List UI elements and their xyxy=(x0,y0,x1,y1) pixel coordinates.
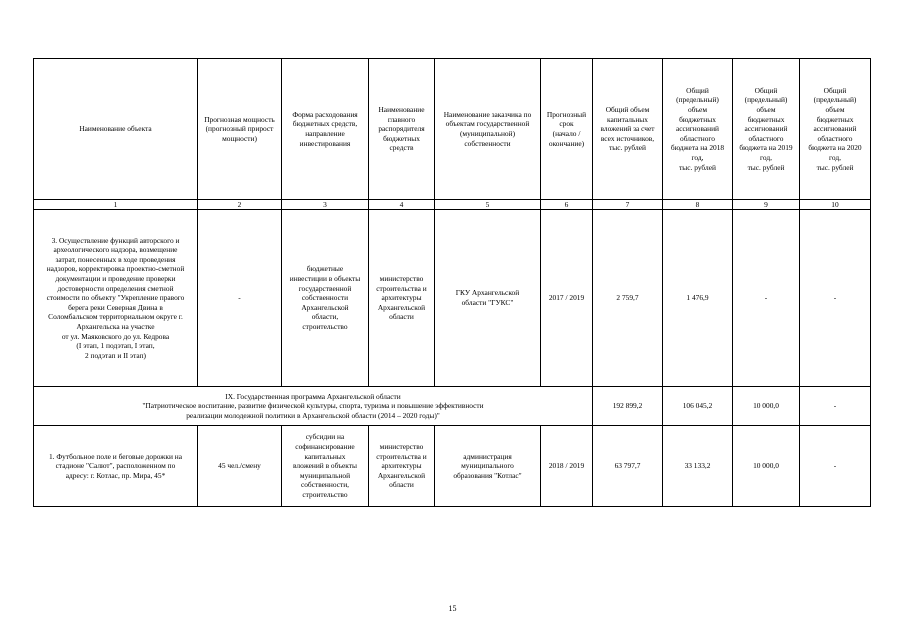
header-term: Прогнозный срок (начало / окончание) xyxy=(541,59,593,200)
column-number: 2 xyxy=(198,200,282,210)
budget-2019-cell: - xyxy=(733,210,800,387)
customer-cell: ГКУ Архангельской области "ГУКС" xyxy=(435,210,541,387)
column-number: 6 xyxy=(541,200,593,210)
program-2020-cell: - xyxy=(800,387,871,426)
column-number: 1 xyxy=(34,200,198,210)
budget-manager-cell: министерство строительства и архитектуры Архангельской области xyxy=(369,426,435,507)
total-investment-cell: 2 759,7 xyxy=(593,210,663,387)
customer-cell: администрация муниципального образования "Котлас" xyxy=(435,426,541,507)
object-name-cell: 3. Осуществление функций авторского и археологического надзора, возмещение затрат, понесенных в ходе проведения надзоров, корректировка проектно-сметной документации и проведение проверки достоверности определения сметной стоимости по объекту "Укрепление правого берега реки Северная Двина в Соломбальском территориальном округе г. Архангельска на участке от ул. Маяковского до ул. Кедрова (I этап, 1 подэтап, I этап, 2 подэтап и II этап) xyxy=(34,210,198,387)
budget-table xyxy=(33,58,871,507)
column-number-row xyxy=(34,200,871,210)
header-budget-manager: Наименование главного распорядителя бюджетных средств xyxy=(369,59,435,200)
header-budget-2018: Общий (предельный) объем бюджетных ассигнований областного бюджета на 2018 год, тыс. рублей xyxy=(663,59,733,200)
column-number: 8 xyxy=(663,200,733,210)
budget-2018-cell: 1 476,9 xyxy=(663,210,733,387)
program-title-cell: IX. Государственная программа Архангельской области "Патриотическое воспитание, развитие физической культуры, спорта, туризма и повышение эффективности реализации молодежной политики в Архангельской области (2014 – 2020 годы)" xyxy=(34,387,593,426)
budget-2019-cell: 10 000,0 xyxy=(733,426,800,507)
column-number: 3 xyxy=(282,200,369,210)
term-cell: 2018 / 2019 xyxy=(541,426,593,507)
budget-2020-cell: - xyxy=(800,426,871,507)
table-row xyxy=(34,210,871,387)
column-number: 10 xyxy=(800,200,871,210)
column-number: 9 xyxy=(733,200,800,210)
program-2018-cell: 106 045,2 xyxy=(663,387,733,426)
header-total-investment: Общий объем капитальных вложений за счет всех источников, тыс. рублей xyxy=(593,59,663,200)
header-spending-form: Форма расходования бюджетных средств, направление инвестирования xyxy=(282,59,369,200)
program-total-cell: 192 899,2 xyxy=(593,387,663,426)
spending-form-cell: бюджетные инвестиции в объекты государственной собственности Архангельской области, строительство xyxy=(282,210,369,387)
header-object-name: Наименование объекта xyxy=(34,59,198,200)
header-budget-2020: Общий (предельный) объем бюджетных ассигнований областного бюджета на 2020 год, тыс. рублей xyxy=(800,59,871,200)
budget-2020-cell: - xyxy=(800,210,871,387)
header-capacity: Прогнозная мощность (прогнозный прирост мощности) xyxy=(198,59,282,200)
capacity-cell: 45 чел./смену xyxy=(198,426,282,507)
budget-manager-cell: министерство строительства и архитектуры Архангельской области xyxy=(369,210,435,387)
header-row xyxy=(34,59,871,200)
program-row xyxy=(34,387,871,426)
page-number: 15 xyxy=(448,604,457,613)
program-2019-cell: 10 000,0 xyxy=(733,387,800,426)
column-number: 7 xyxy=(593,200,663,210)
column-number: 5 xyxy=(435,200,541,210)
capacity-cell: - xyxy=(198,210,282,387)
header-customer: Наименование заказчика по объектам государственной (муниципальной) собственности xyxy=(435,59,541,200)
header-budget-2019: Общий (предельный) объем бюджетных ассигнований областного бюджета на 2019 год, тыс. рублей xyxy=(733,59,800,200)
object-name-cell: 1. Футбольное поле и беговые дорожки на стадионе "Салют", расположенном по адресу: г. Котлас, пр. Мира, 45* xyxy=(34,426,198,507)
spending-form-cell: субсидии на софинансирование капитальных вложений в объекты муниципальной собственности, строительство xyxy=(282,426,369,507)
table-row xyxy=(34,426,871,507)
budget-2018-cell: 33 133,2 xyxy=(663,426,733,507)
total-investment-cell: 63 797,7 xyxy=(593,426,663,507)
term-cell: 2017 / 2019 xyxy=(541,210,593,387)
column-number: 4 xyxy=(369,200,435,210)
